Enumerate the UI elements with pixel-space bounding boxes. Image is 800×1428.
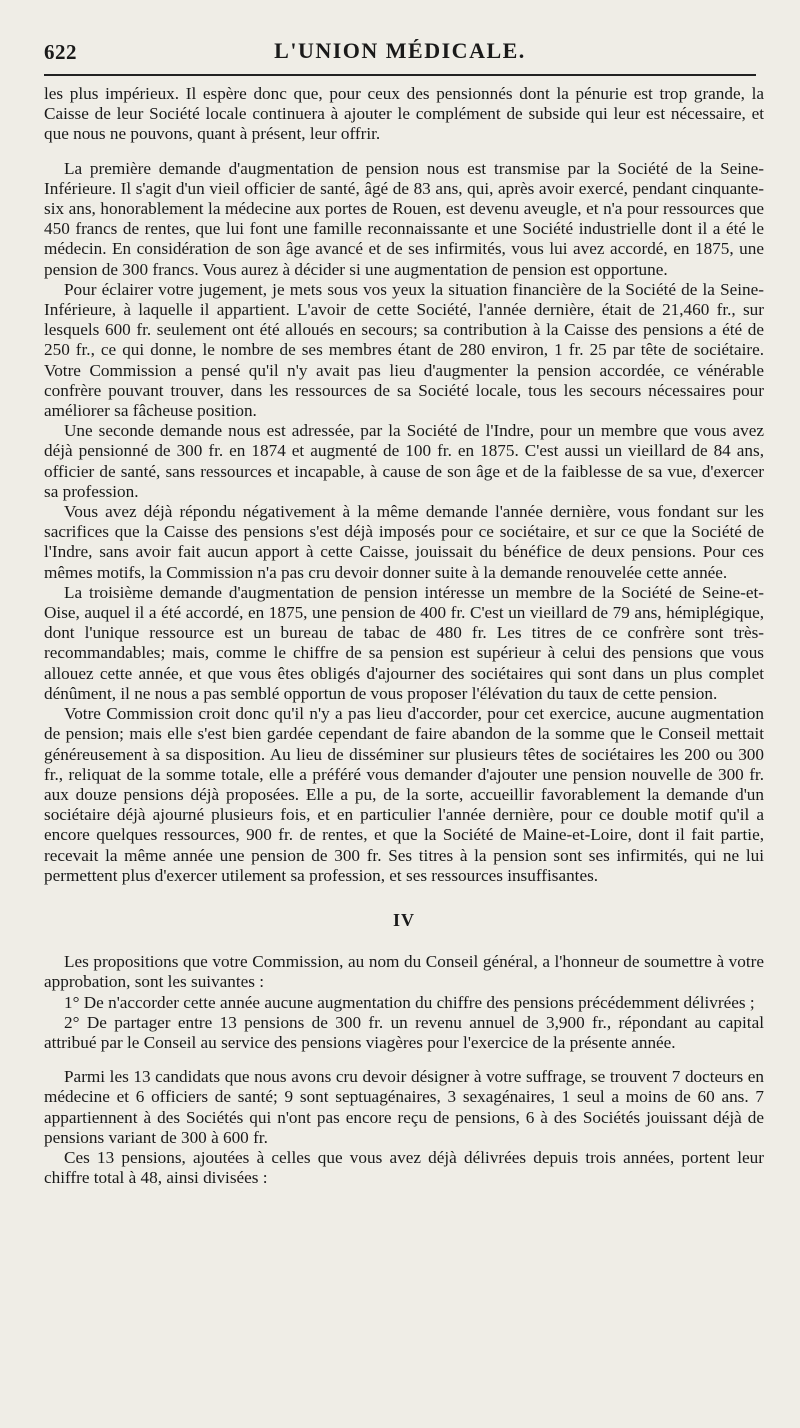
paragraph-third-request: La troisième demande d'augmentation de pension intéresse un membre de la Société de Seine-et-Oise, auquel il a été accordé, en 1875, une pension de 400 fr. C'est un vieillard de 79 ans, hémiplégique, dont l'unique ressource est un bureau de tabac de 480 fr. Les titres de ce confrère sont très-recommandables; mais, comme le chiffre de sa pension est supérieur à celui des pensions que vous allouez cette année, et que vous êtes obligés d'ajourner des sociétaires qui sont dans un plus complet dénûment, il ne nous a pas semblé opportun de vous proposer l'élévation du taux de cette pension.: [44, 582, 764, 703]
section-heading: IV: [392, 909, 415, 930]
proposition-item-1: 1° De n'accorder cette année aucune augmentation du chiffre des pensions précédemment délivrées ;: [64, 992, 755, 1012]
body-text: [44, 84, 764, 1188]
page-number: 622: [44, 40, 77, 64]
header-rule: [44, 74, 756, 76]
paragraph-previous-refusal: Vous avez déjà répondu négativement à la même demande l'année dernière, vous fondant sur les sacrifices que la Caisse des pensions s'est déjà imposés pour ce sociétaire, et sur ce que la Société de l'Indre, sans avoir fait aucun apport à cette Caisse, jouissait du bénéfice de deux pensions. Pour ces mêmes motifs, la Commission n'a pas cru devoir donner suite à la demande renouvelée cette année.: [44, 502, 764, 582]
paragraph-financial-situation: Pour éclairer votre jugement, je mets sous vos yeux la situation financière de la Société de la Seine-Inférieure, à laquelle il appartient. L'avoir de cette Société, l'année dernière, était de 21,460 fr., sur lesquels 600 fr. seulement ont été alloués en secours; sa contribution à la Caisse des pensions a été de 250 fr., ce qui donne, le nombre de ses membres étant de 280 environ, 1 fr. 25 par tête de sociétaire. Votre Commission a pensé qu'il n'y avait pas lieu d'augmenter la pension accordée, ce vénérable confrère pouvant trouver, dans les ressources de sa Société locale, tous les secours nécessaires pour améliorer sa fâcheuse position.: [44, 279, 764, 421]
paragraph-continuation: les plus impérieux. Il espère donc que, pour ceux des pensionnés dont la pénurie est trop grande, la Caisse de leur Société locale continuera à ajouter le complément de subside qui leur est nécessaire, et que nous ne pouvons, quant à présent, leur offrir.: [44, 84, 764, 144]
paragraph-commission-conclusion: Votre Commission croit donc qu'il n'y a pas lieu d'accorder, pour cet exercice, aucune augmentation de pension; mais elle s'est bien gardée cependant de faire abandon de la somme que le Conseil mettait généreusement à sa disposition. Au lieu de disséminer sur plusieurs têtes de sociétaires les 200 ou 300 fr., reliquat de la somme totale, elle a préféré vous demander d'ajouter une pension nouvelle de 300 fr. aux douze pensions déjà proposées. Elle a pu, de la sorte, accueillir favorablement la demande d'un sociétaire déjà ajourné plusieurs fois, et en particulier l'année dernière, pour ce double motif qu'il a encore quelques ressources, 900 fr. de rentes, et que la Société de Maine-et-Loire, dont il fait partie, recevait la même année une pension de 300 fr. Ses titres à la pension sont ses infirmités, qui ne lui permettent plus d'exercer utilement sa profession, et ses ressources insuffisantes.: [44, 704, 764, 885]
proposition-item-2: 2° De partager entre 13 pensions de 300 fr. un revenu annuel de 3,900 fr., répondant au capital attribué par le Conseil au service des pensions viagères pour l'exercice de la présente année.: [44, 1012, 764, 1052]
paragraph-total-pensions: Ces 13 pensions, ajoutées à celles que vous avez déjà délivrées depuis trois années, portent leur chiffre total à 48, ainsi divisées :: [44, 1147, 764, 1188]
paragraph-first-request: La première demande d'augmentation de pension nous est transmise par la Société de la Seine-Inférieure. Il s'agit d'un vieil officier de santé, âgé de 83 ans, qui, après avoir exercé, pendant cinquante-six ans, honorablement la médecine aux portes de Rouen, est devenu aveugle, et n'a pour ressources que 450 francs de rentes, que lui font une famille reconnaissante et une Société industrielle dont il a été le médecin. En considération de son âge avancé et de ses infirmités, vous lui avez accordé, en 1875, une pension de 300 francs. Vous aurez à décider si une augmentation de pension est opportune.: [44, 158, 764, 279]
paragraph-propositions-intro: Les propositions que votre Commission, au nom du Conseil général, a l'honneur de soumettre à votre approbation, sont les suivantes :: [44, 952, 764, 992]
running-title: L'UNION MÉDICALE.: [274, 38, 526, 63]
paragraph-candidates: Parmi les 13 candidats que nous avons cru devoir désigner à votre suffrage, se trouvent 7 docteurs en médecine et 6 officiers de santé; 9 sont septuagénaires, 3 sexagénaires, 1 seul a moins de 60 ans. 7 appartiennent à des Sociétés qui n'ont pas encore reçu de pensions, 6 à des Sociétés jouissant déjà de pensions variant de 300 à 600 fr.: [44, 1067, 764, 1147]
paragraph-second-request: Une seconde demande nous est adressée, par la Société de l'Indre, pour un membre que vous avez déjà pensionné de 300 fr. en 1874 et augmenté de 100 fr. en 1875. C'est aussi un vieillard de 84 ans, officier de santé, sans ressources et incapable, à cause de son âge et de la faiblesse de sa vue, d'exercer sa profession.: [44, 421, 764, 501]
